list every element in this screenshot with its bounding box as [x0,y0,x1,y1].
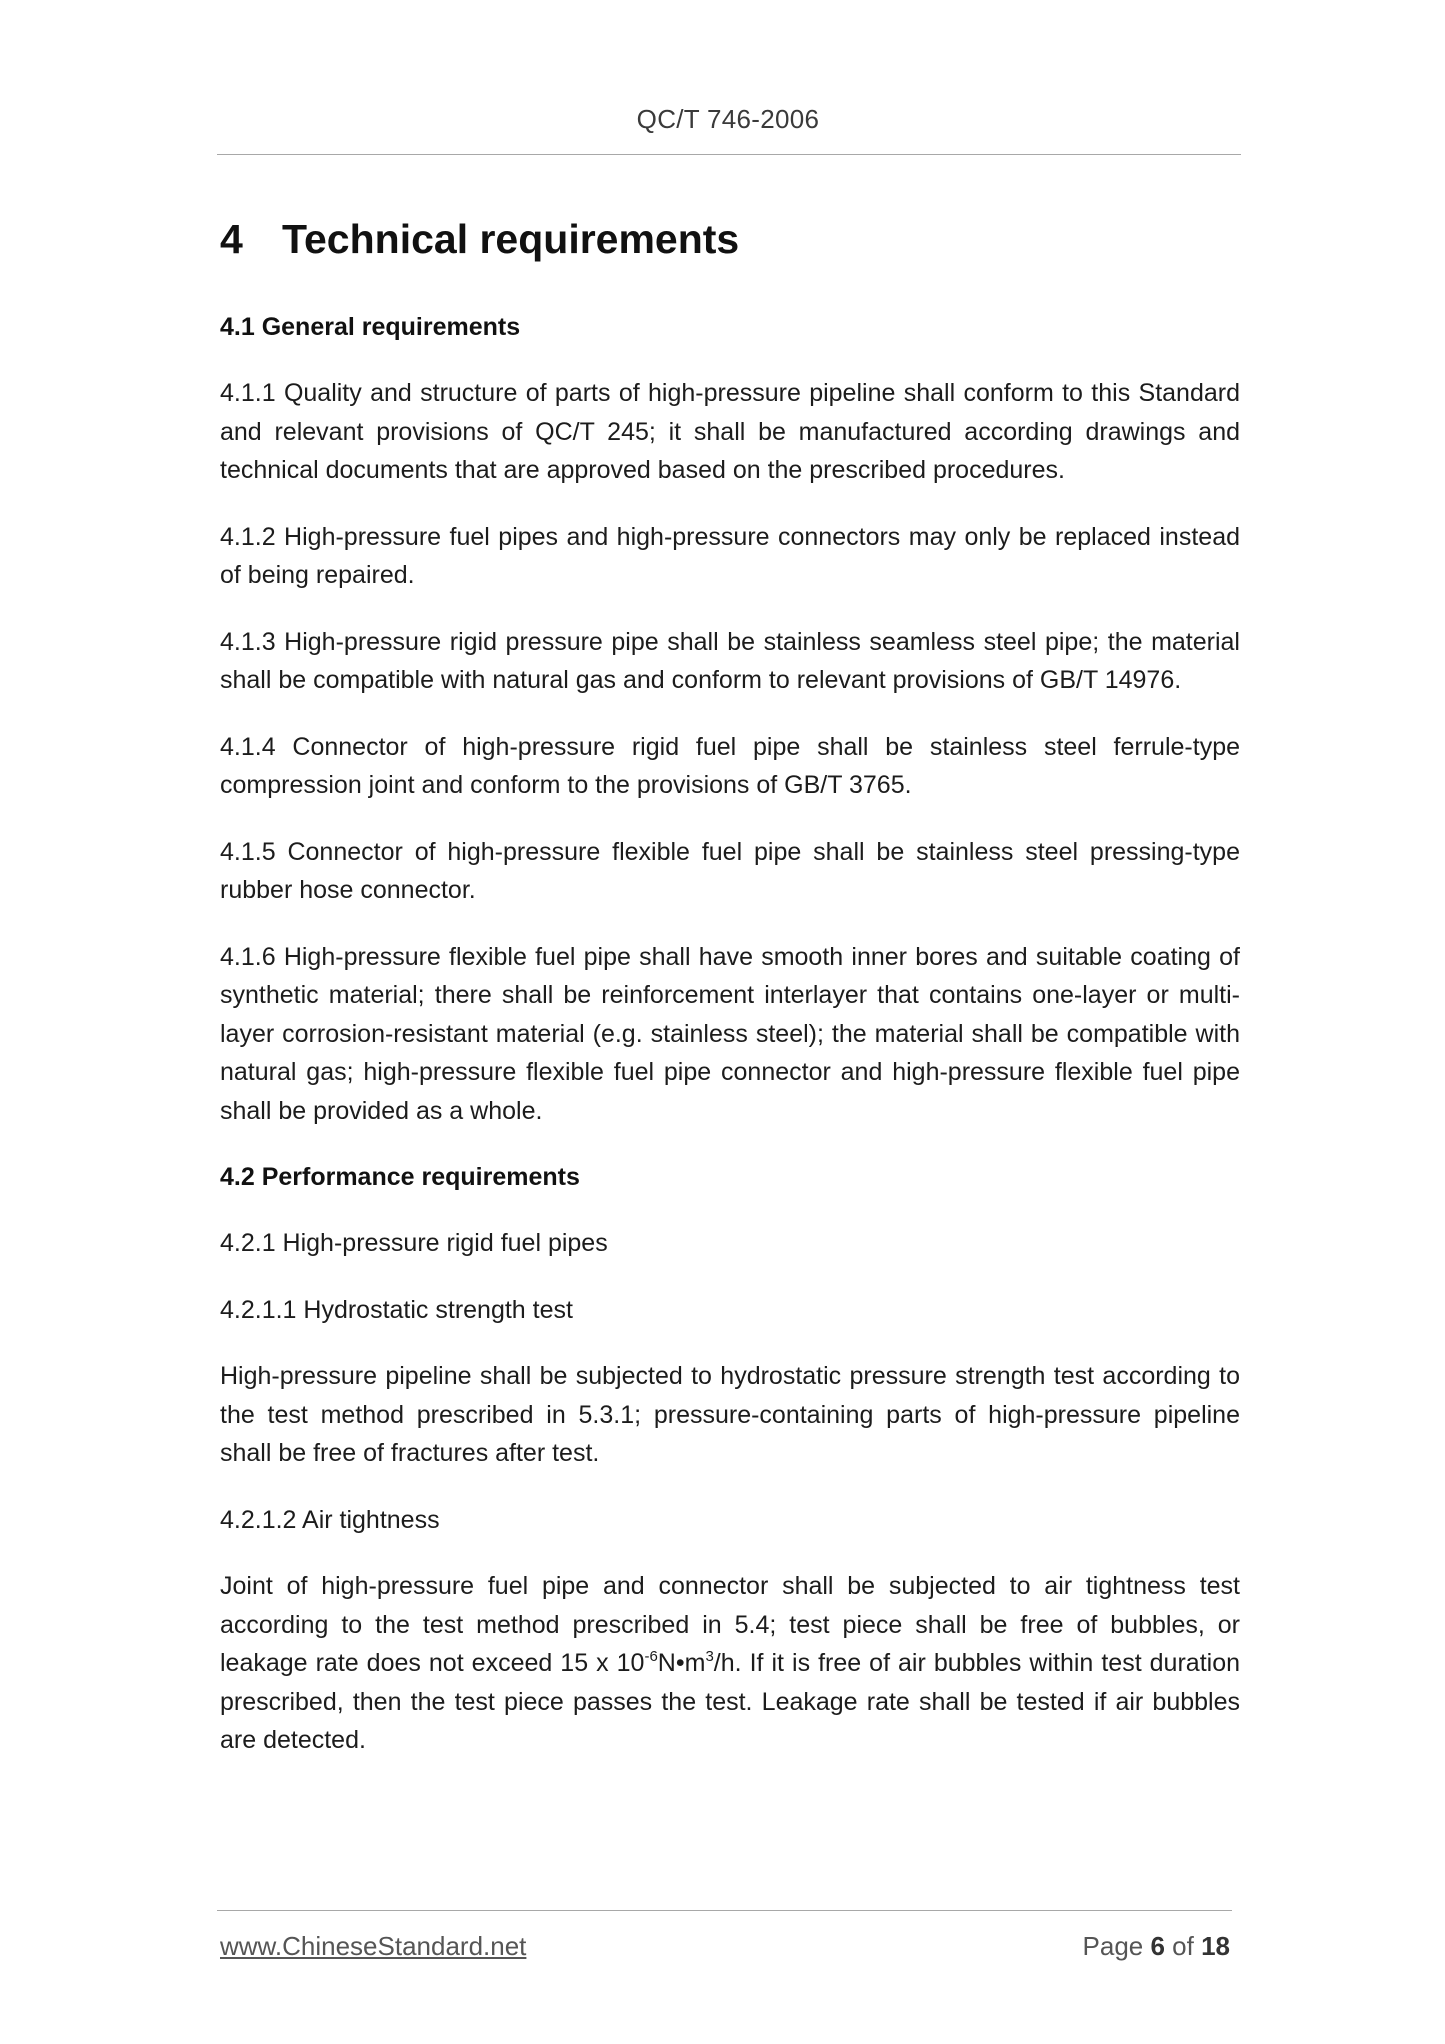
unit-newton-meter: N•m [657,1649,706,1677]
paragraph-hydrostatic-body: High-pressure pipeline shall be subjected to hydrostatic pressure strength test according to the test method prescribed in 5.3.1; pressure-containing parts of high-pressure pipeline shall be free of fractures after test. [220,1362,1240,1467]
chapter-title-text: Technical requirements [282,216,740,262]
page-header-doc-code: QC/T 746-2006 [636,104,820,134]
paragraph-4-2-1-1: 4.2.1.1 Hydrostatic strength test [220,1295,573,1324]
exponent-three: 3 [705,1648,714,1665]
chapter-number: 4 [220,216,243,262]
section-heading-performance: 4.2 Performance requirements [220,1163,580,1191]
footer-page-number [1000,1931,1230,1962]
paragraph-4-1-4: 4.1.4 Connector of high-pressure rigid fuel pipe shall be stainless steel ferrule-type compression joint and conform to the provisions of GB/T 3765. [220,732,1240,799]
footer-divider [217,1910,1232,1911]
page-current: 6 [1150,1931,1165,1961]
air-tightness-text-end: /h. If it is free of air bubbles within test duration prescribed, then the test piece passes the test. Leakage rate shall be tested if air bubbles are detected. [220,1649,1241,1754]
paragraph-4-1-6: 4.1.6 High-pressure flexible fuel pipe shall have smooth inner bores and suitable coating of synthetic material; there shall be reinforcement interlayer that contains one-layer or multi-layer corrosion-resistant material (e.g. stainless steel); the material shall be compatible with natural gas; high-pressure flexible fuel pipe connector and high-pressure flexible fuel pipe shall be provided as a whole. [220,942,1240,1125]
page-prefix: Page [1082,1931,1151,1961]
document-body [220,208,1240,1788]
paragraph-air-tightness-body [220,1567,1240,1760]
footer-website-link[interactable]: www.ChineseStandard.net [220,1931,527,1961]
paragraph-4-1-5: 4.1.5 Connector of high-pressure flexible fuel pipe shall be stainless steel pressing-type rubber hose connector. [220,837,1240,904]
paragraph-4-1-1: 4.1.1 Quality and structure of parts of high-pressure pipeline shall conform to this Standard and relevant provisions of QC/T 245; it shall be manufactured according drawings and technical documents that are approved based on the prescribed procedures. [220,379,1240,484]
paragraph-4-1-2: 4.1.2 High-pressure fuel pipes and high-pressure connectors may only be replaced instead of being repaired. [220,522,1240,589]
exponent-neg-six: -6 [644,1648,658,1665]
paragraph-4-2-1-2: 4.2.1.2 Air tightness [220,1505,440,1534]
page-of: of [1164,1931,1202,1961]
paragraph-4-2-1: 4.2.1 High-pressure rigid fuel pipes [220,1229,608,1257]
page-total: 18 [1201,1931,1230,1961]
section-heading-general: 4.1 General requirements [220,313,521,341]
header-divider [217,154,1241,155]
air-tightness-text-start: Joint of high-pressure fuel pipe and connector shall be subjected to air tightness test according to the test method prescribed in 5.4; test piece shall be free of bubbles, or leakage rate does not exceed 15 x 10 [220,1572,1240,1677]
paragraph-4-1-3: 4.1.3 High-pressure rigid pressure pipe shall be stainless seamless steel pipe; the material shall be compatible with natural gas and conform to relevant provisions of GB/T 14976. [220,627,1240,694]
chapter-title [220,208,1240,270]
